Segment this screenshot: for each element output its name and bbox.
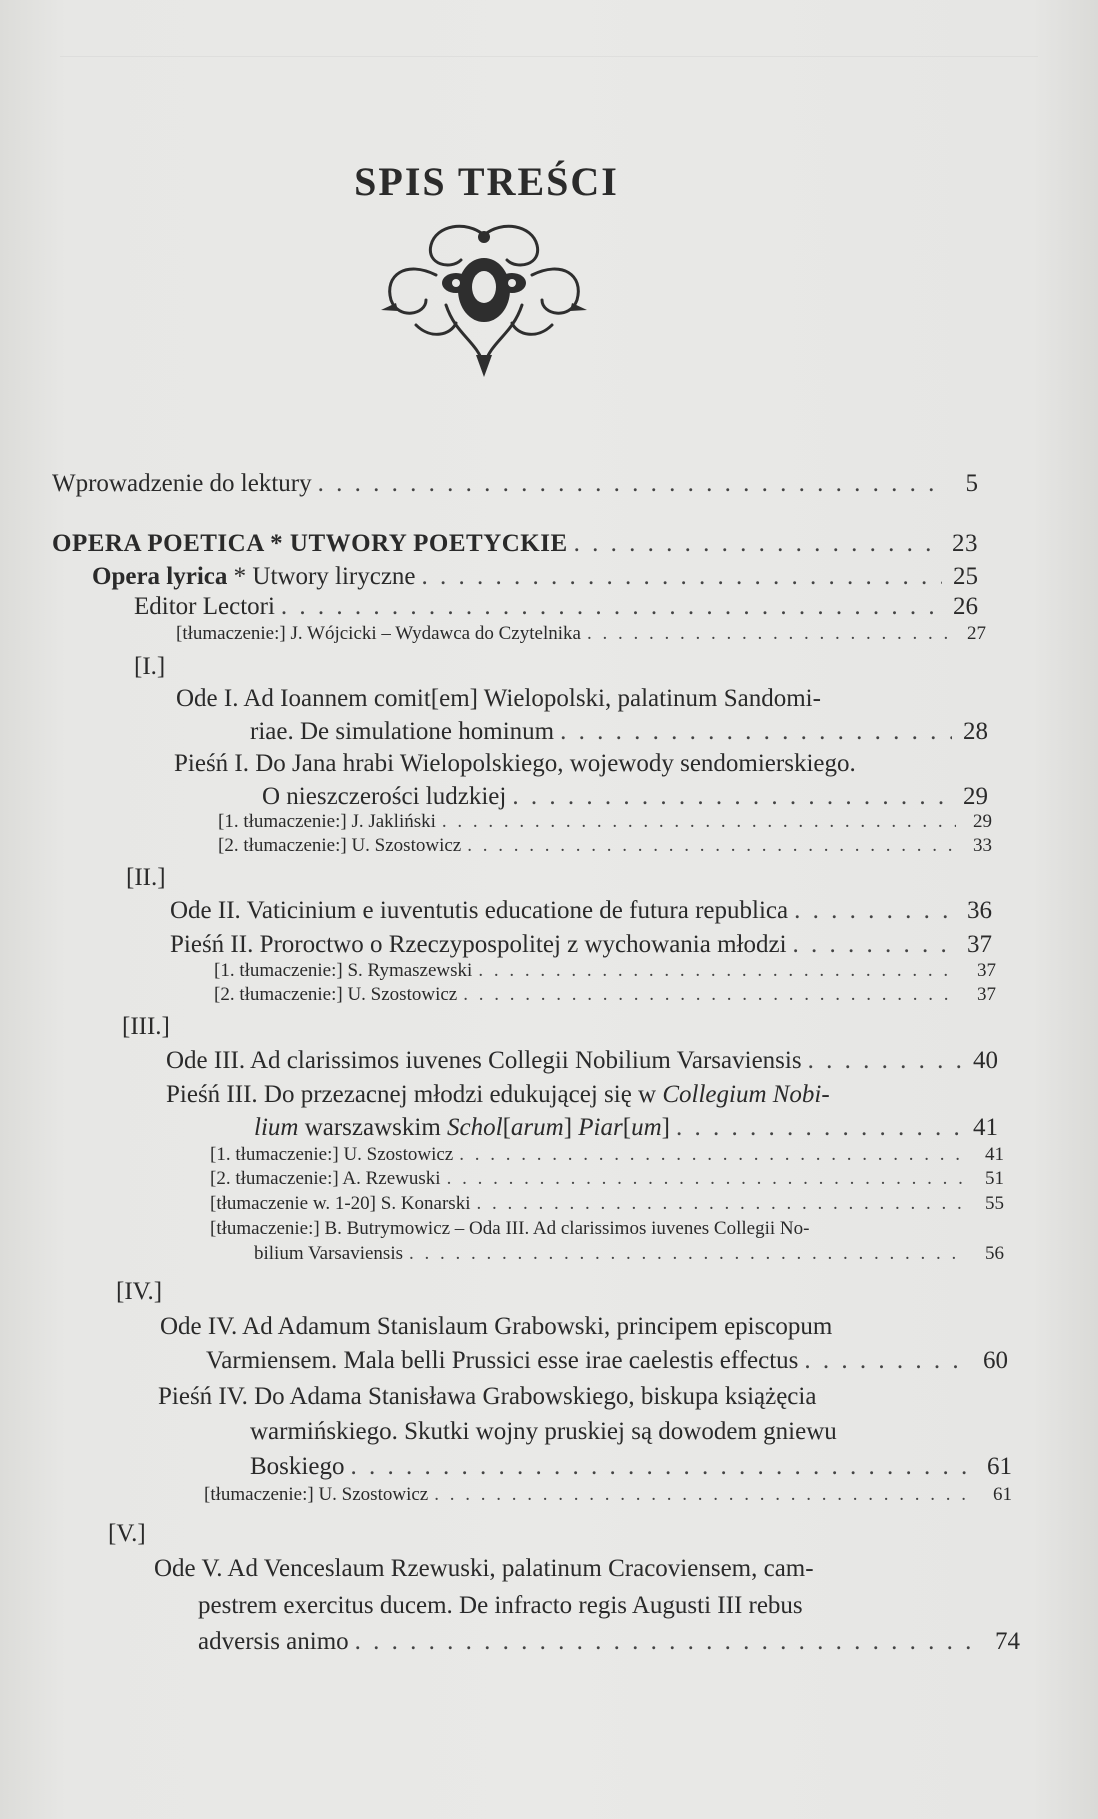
toc-page-number: 51 [985,1168,1004,1189]
toc-page-number: 56 [985,1243,1004,1264]
toc-page-number: 36 [967,897,992,924]
toc-page-number: 33 [973,835,992,856]
toc-entry-piesn3[interactable] [254,1114,998,1142]
toc-page-number: 55 [985,1193,1004,1214]
page-header-rule [60,22,1038,57]
toc-entry-title: [tłumaczenie:] J. Wójcicki – Wydawca do Czytelnika [176,623,581,644]
toc-page-number: 5 [965,470,978,497]
toc-entry-piesn4[interactable] [250,1453,1012,1481]
toc-entry-title: [2. tłumaczenie:] U. Szostowicz [218,835,462,856]
toc-entry-ode5[interactable] [198,1628,1020,1656]
toc-translation-szostowicz-2[interactable] [214,984,996,1006]
section-label-V: [V.] [108,1520,146,1547]
leader-dots [804,1347,972,1375]
toc-page-number: 26 [953,593,978,620]
toc-entry-wprowadzenie[interactable] [52,470,978,498]
toc-page-number: 41 [973,1114,998,1141]
toc-page-number: 61 [987,1453,1012,1480]
toc-entry-ode3[interactable] [166,1047,998,1075]
section-label-III: [III.] [122,1013,170,1040]
leader-dots [676,1114,962,1142]
toc-entry-ode5-line2: pestrem exercitus ducem. De infracto regis Augusti III rebus [198,1592,803,1619]
leader-dots [512,783,952,811]
toc-page-number: 61 [993,1484,1012,1505]
leader-dots [478,960,960,982]
toc-translation-wojcicki[interactable] [176,623,986,645]
toc-translation-rzewuski[interactable] [210,1168,1004,1190]
toc-entry-title: Editor Lectori [134,593,275,620]
toc-entry-ode1[interactable] [250,718,988,746]
toc-entry-title: Pieśń II. Proroctwo o Rzeczypospolitej z wychowania młodzi [170,931,787,958]
leader-dots [574,530,942,558]
toc-entry-title: bilium Varsaviensis [254,1243,404,1264]
toc-entry-opera-lyrica[interactable] [92,563,978,591]
toc-entry-title: [1. tłumaczenie:] U. Szostowicz [210,1144,454,1165]
leader-dots [467,835,956,857]
toc-page-number: 37 [967,931,992,958]
toc-page-number: 23 [952,530,978,557]
toc-entry-title: riae. De simulatione hominum [250,718,555,745]
toc-entry-ode1-line1: Ode I. Ad Ioannem comit[em] Wielopolski, palatinum Sandomi- [176,685,821,712]
toc-translation-rymaszewski[interactable] [214,960,996,982]
leader-dots [794,897,956,925]
toc-entry-title: lium warszawskim Schol[arum] Piar[um] [254,1114,670,1141]
toc-entry-title: [1. tłumaczenie:] S. Rymaszewski [214,960,473,981]
leader-dots [587,623,950,645]
leader-dots [463,984,960,1006]
toc-entry-title: Boskiego [250,1453,345,1480]
toc-page-number: 37 [977,960,996,981]
toc-page-number: 28 [963,718,988,745]
toc-entry-title-rest: * Utwory liryczne [227,563,416,590]
toc-translation-konarski[interactable] [210,1193,1004,1215]
section-label-I: [I.] [134,653,166,680]
toc-translation-butrymowicz[interactable] [254,1243,1004,1265]
toc-entry-title: [tłumaczenie w. 1-20] S. Konarski [210,1193,471,1214]
leader-dots [355,1628,984,1656]
toc-entry-title: adversis animo [198,1628,349,1655]
leader-dots [318,470,942,498]
toc-entry-title: Ode II. Vaticinium e iuventutis educatione de futura republica [170,897,789,924]
toc-page-number: 40 [973,1047,998,1074]
toc-entry-title: O nieszczerości ludzkiej [262,783,507,810]
toc-entry-title: [1. tłumaczenie:] J. Jakliński [218,811,436,832]
toc-page-number: 60 [983,1347,1008,1374]
toc-page-number: 37 [977,984,996,1005]
toc-entry-title: Wprowadzenie do lektury [52,470,312,497]
toc-page-number: 29 [963,783,988,810]
ornament-vignette-icon [376,215,592,380]
leader-dots [422,563,942,591]
toc-entry-editor-lectori[interactable] [134,593,978,621]
toc-page-number: 74 [995,1628,1020,1655]
toc-entry-title: [2. tłumaczenie:] A. Rzewuski [210,1168,441,1189]
toc-entry-piesn2[interactable] [170,931,992,959]
toc-entry-title: Varmiensem. Mala belli Prussici esse irae caelestis effectus [206,1347,799,1374]
toc-entry-piesn1-line1: Pieśń I. Do Jana hrabi Wielopolskiego, wojewody sendomierskiego. [174,750,856,777]
toc-translation-szostowicz-1[interactable] [218,835,992,857]
toc-entry-ode4-line1: Ode IV. Ad Adamum Stanislaum Grabowski, principem episcopum [160,1313,833,1340]
page-title: SPIS TREŚCI [354,159,619,204]
toc-translation-butrymowicz-line1: [tłumaczenie:] B. Butrymowicz – Oda III. Ad clarissimos iuvenes Collegii No- [210,1218,810,1239]
toc-entry-title: [tłumaczenie:] U. Szostowicz [204,1484,429,1505]
leader-dots [560,718,952,746]
toc-entry-title: OPERA POETICA * UTWORY POETYCKIE [52,530,568,557]
toc-entry-title-bold: Opera lyrica [92,563,228,590]
toc-entry-piesn4-line1: Pieśń IV. Do Adama Stanisława Grabowskiego, biskupa książęcia [158,1383,817,1410]
section-label-IV: [IV.] [116,1278,163,1305]
toc-entry-piesn3-line1: Pieśń III. Do przezacnej młodzi edukującej się w Collegium Nobi- [166,1081,830,1108]
toc-entry-ode2[interactable] [170,897,992,925]
leader-dots [793,931,956,959]
leader-dots [459,1144,968,1166]
toc-page-number: 41 [985,1144,1004,1165]
toc-page-number: 29 [973,811,992,832]
toc-entry-ode4[interactable] [206,1347,1008,1375]
leader-dots [409,1243,968,1265]
toc-entry-piesn1[interactable] [262,783,988,811]
toc-translation-szostowicz-3[interactable] [210,1144,1004,1166]
leader-dots [281,593,942,621]
toc-page-number: 27 [967,623,986,644]
toc-page-number: 25 [953,563,978,590]
leader-dots [447,1168,968,1190]
toc-entry-ode5-line1: Ode V. Ad Venceslaum Rzewuski, palatinum Cracoviensem, cam- [154,1555,814,1582]
leader-dots [442,811,956,833]
toc-entry-title: [2. tłumaczenie:] U. Szostowicz [214,984,458,1005]
section-label-II: [II.] [126,864,166,891]
toc-translation-szostowicz-4[interactable] [204,1484,1012,1506]
leader-dots [350,1453,976,1481]
toc-entry-piesn4-line2: warmińskiego. Skutki wojny pruskiej są dowodem gniewu [250,1418,837,1445]
toc-translation-jaklinski[interactable] [218,811,992,833]
toc-section-opera-poetica[interactable] [52,530,978,558]
leader-dots [434,1484,976,1506]
leader-dots [808,1047,962,1075]
toc-entry-title: Ode III. Ad clarissimos iuvenes Collegii Nobilium Varsaviensis [166,1047,802,1074]
leader-dots [476,1193,968,1215]
